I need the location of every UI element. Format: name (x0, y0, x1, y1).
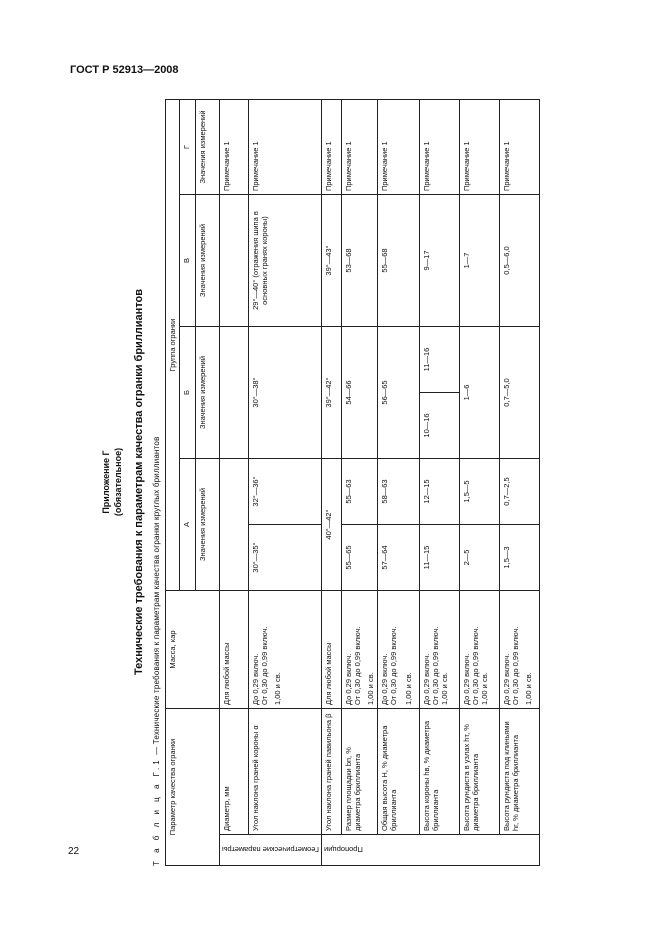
girdle-facets-v: 0,5—6,0 (499, 195, 539, 327)
group-prop-cell (321, 835, 539, 866)
group-g: Г (180, 100, 196, 195)
mass-diameter: Для любой массы (220, 591, 249, 709)
crown-angle-a2: 32°—36° (248, 459, 321, 525)
mass-3: 1,00 и св. (439, 672, 449, 705)
crown-height-v: 9—17 (419, 195, 459, 327)
total-height-b: 56—65 (377, 327, 419, 459)
mass-girdle-valleys (459, 591, 499, 709)
param-crown-height: Высота короны hв, % диаметра бриллианта (419, 709, 459, 835)
measure-v: Значения измерений (196, 195, 220, 327)
mass-2: От 0,30 до 0,99 включ. (352, 626, 362, 705)
crown-angle-v: 29°—40° (отражения шипа в основных гранях короны) (248, 195, 321, 327)
mass-2: От 0,30 до 0,99 включ. (388, 626, 398, 705)
total-height-a1: 57—64 (377, 525, 419, 591)
crown-height-b1: 10—16 (419, 393, 459, 459)
mass-3: 1,00 и св. (403, 672, 413, 705)
measure-g: Значения измерений (196, 100, 220, 195)
group-v: В (180, 195, 196, 327)
diameter-g: Примечание 1 (220, 100, 249, 195)
girdle-valleys-b: 1—6 (459, 327, 499, 459)
pavilion-angle-a: 40°—42° (321, 459, 341, 591)
param-girdle-valleys: Высота рундиста в узлах hт, % диаметра бриллианта (459, 709, 499, 835)
table-caption (152, 436, 161, 866)
crown-angle-b: 30°—38° (248, 327, 321, 459)
mass-table-size (341, 591, 377, 709)
mass-girdle-facets (499, 591, 539, 709)
group-b: Б (180, 327, 196, 459)
diameter-v (220, 195, 249, 327)
girdle-facets-a1: 1,5—3 (499, 525, 539, 591)
annex-status: (обязательное) (113, 447, 123, 517)
mass-1: До 0,29 включ. (461, 653, 471, 705)
param-total-height: Общая высота H, % диаметра бриллианта (377, 709, 419, 835)
crown-height-b2: 11—16 (419, 327, 459, 393)
annex-name: Приложение Г (101, 450, 111, 514)
girdle-valleys-g: Примечание 1 (459, 100, 499, 195)
crown-angle-a1: 30°—35° (248, 525, 321, 591)
total-height-a2: 58—63 (377, 459, 419, 525)
pavilion-angle-v: 39°—43° (321, 195, 341, 327)
table-size-v: 53—68 (341, 195, 377, 327)
param-crown-angle: Угол наклона граней короны α (248, 709, 321, 835)
measure-b: Значения измерений (196, 327, 220, 459)
total-height-v: 55—68 (377, 195, 419, 327)
mass-2: От 0,30 до 0,99 включ. (430, 626, 440, 705)
table-title: Технические требования к параметрам качества огранки бриллиантов (133, 288, 145, 676)
group-geom-label: Геометрические параметры (222, 845, 319, 855)
crown-height-a1: 11—15 (419, 525, 459, 591)
param-diameter: Диаметр, мм (220, 709, 249, 835)
group-prop-label: Пропорции (323, 845, 363, 855)
param-girdle-facets: Высота рундиста под клиньями hг, % диаметра бриллианта (499, 709, 539, 835)
crown-height-a2: 12—15 (419, 459, 459, 525)
group-a: А (180, 459, 196, 591)
girdle-valleys-a1: 2—5 (459, 525, 499, 591)
page-number: 22 (68, 846, 80, 857)
diameter-b (220, 327, 249, 459)
rotated-page-content (16, 92, 533, 872)
mass-2: От 0,30 до 0,99 включ. (510, 626, 520, 705)
table-size-b: 54—66 (341, 327, 377, 459)
header-group: Группа огранки (166, 100, 180, 591)
girdle-valleys-a2: 1,5—5 (459, 459, 499, 525)
document-header: ГОСТ Р 52913—2008 (70, 64, 179, 76)
header-mass: Масса, кар (166, 591, 220, 709)
mass-total-height (377, 591, 419, 709)
caption-prefix: Т а б л и ц а Г.1 (152, 757, 161, 866)
mass-1: До 0,29 включ. (379, 653, 389, 705)
girdle-facets-a2: 0,7—2,5 (499, 459, 539, 525)
group-geom-cell (220, 835, 322, 866)
table-size-a1: 55—65 (341, 525, 377, 591)
mass-3: 1,00 и св. (479, 672, 489, 705)
diameter-a (220, 459, 249, 591)
crown-height-g: Примечание 1 (419, 100, 459, 195)
girdle-facets-g: Примечание 1 (499, 100, 539, 195)
measure-a: Значения измерений (196, 459, 220, 591)
param-pavilion-angle: Угол наклона граней павильона β (321, 709, 341, 835)
mass-3: 1,00 и св. (523, 672, 533, 705)
pavilion-angle-g: Примечание 1 (321, 100, 341, 195)
param-table-size: Размер площадки bп, % диаметра бриллианта (341, 709, 377, 835)
header-param: Параметр качества огранки (166, 709, 220, 866)
requirements-table (165, 99, 540, 866)
mass-1: До 0,29 включ. (501, 653, 511, 705)
mass-3: 1,00 и св. (365, 672, 375, 705)
table-size-g: Примечание 1 (341, 100, 377, 195)
mass-3: 1,00 и св. (272, 672, 282, 705)
mass-1: До 0,29 включ. (421, 653, 431, 705)
mass-2: От 0,30 до 0,99 включ. (259, 626, 269, 705)
mass-crown-height (419, 591, 459, 709)
total-height-g: Примечание 1 (377, 100, 419, 195)
caption-text: — Технические требования к параметрам качества огранки круглых бриллиантов (152, 436, 161, 758)
mass-1: До 0,29 включ. (250, 653, 260, 705)
girdle-facets-b: 0,7—5,0 (499, 327, 539, 459)
crown-angle-g: Примечание 1 (248, 100, 321, 195)
mass-crown-angle (248, 591, 321, 709)
mass-pavilion-angle: Для любой массы (321, 591, 341, 709)
pavilion-angle-b: 39°—42° (321, 327, 341, 459)
table-size-a2: 55—63 (341, 459, 377, 525)
mass-2: От 0,30 до 0,99 включ. (470, 626, 480, 705)
mass-1: До 0,29 включ. (343, 653, 353, 705)
girdle-valleys-v: 1—7 (459, 195, 499, 327)
